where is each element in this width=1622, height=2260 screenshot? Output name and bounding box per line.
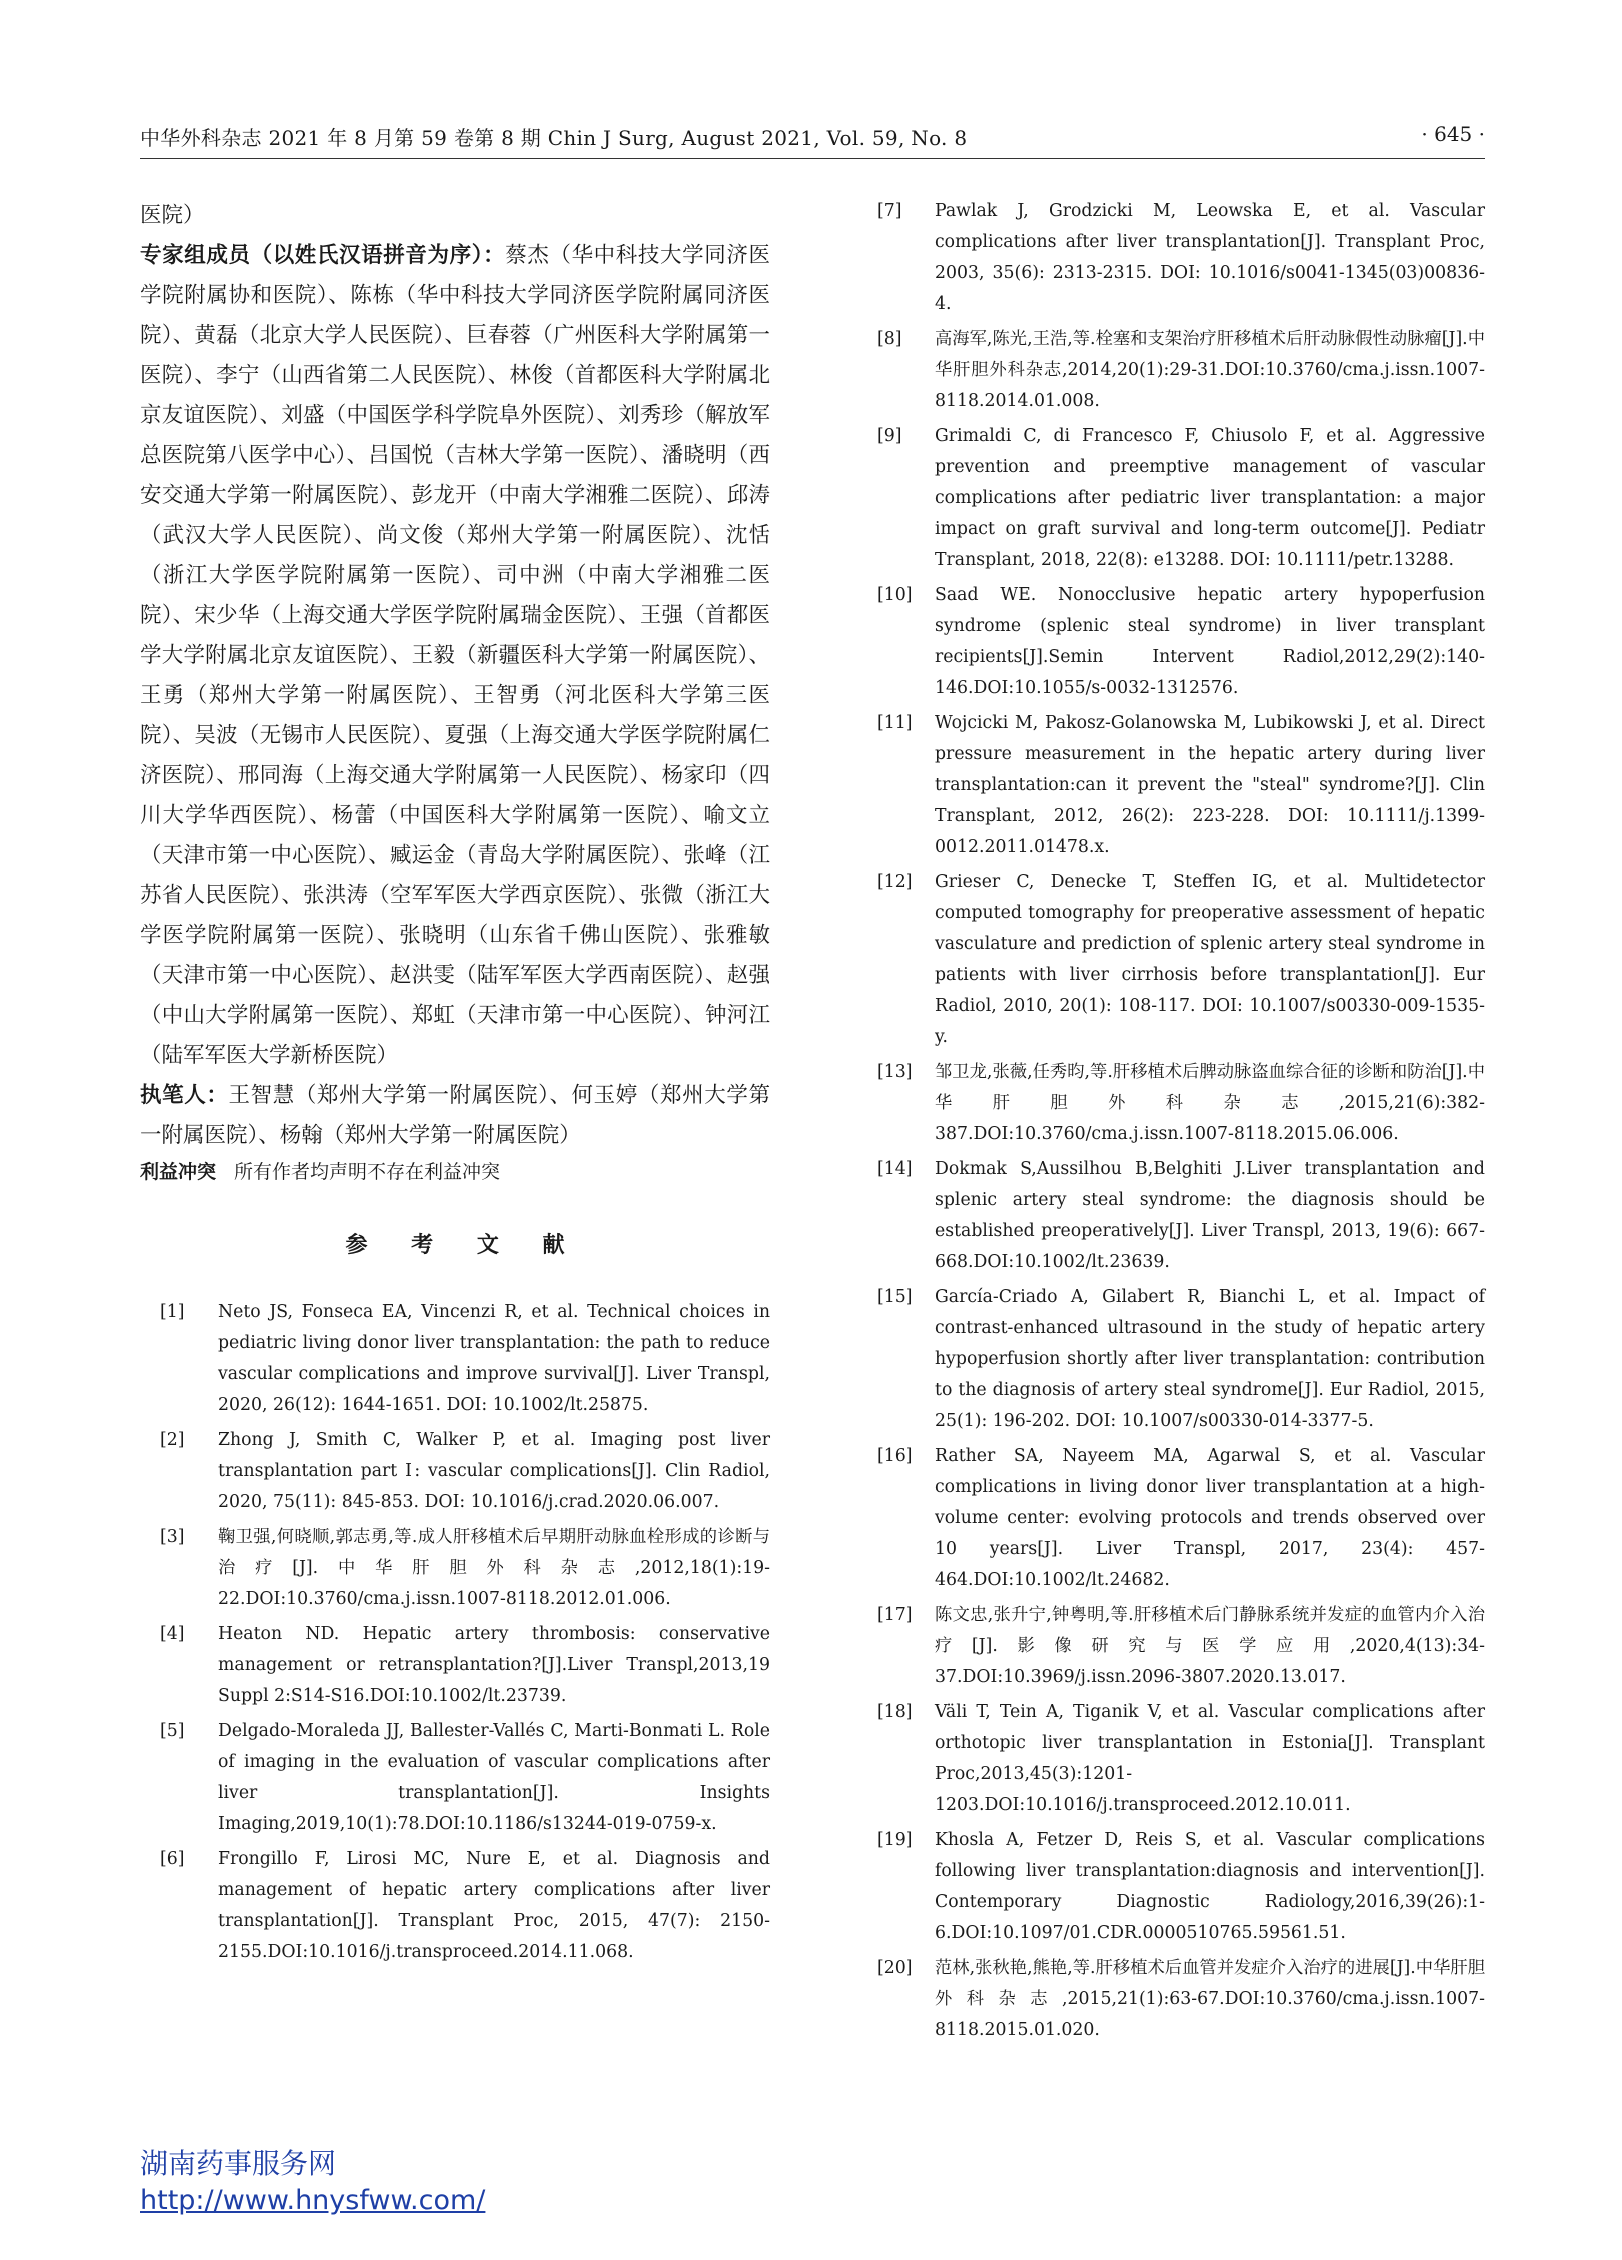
reference-text: Rather SA, Nayeem MA, Agarwal S, et al. Vascular complications in living donor liver transplantation at a high-volume center: evolving protocols and trends observed over 10 years[J]. Liver Transpl, 2017, 23(4): 457-464.DOI:10.1002/lt.24682. bbox=[935, 1446, 1485, 1590]
reference-number: [7] bbox=[877, 201, 902, 221]
reference-number: [16] bbox=[877, 1446, 913, 1466]
reference-number: [5] bbox=[160, 1721, 185, 1741]
conflict-of-interest bbox=[140, 1156, 770, 1188]
reference-item bbox=[140, 1716, 770, 1840]
reference-item bbox=[857, 421, 1485, 576]
reference-number: [4] bbox=[160, 1624, 185, 1644]
reference-number: [18] bbox=[877, 1702, 913, 1722]
reference-text: 鞠卫强,何晓顺,郭志勇,等.成人肝移植术后早期肝动脉血栓形成的诊断与治疗[J].中华肝胆外科杂志,2012,18(1):19-22.DOI:10.3760/cma.j.issn.1007-8118.2012.01.006. bbox=[218, 1527, 770, 1609]
reference-text: Frongillo F, Lirosi MC, Nure E, et al. Diagnosis and management of hepatic artery complications after liver transplantation[J]. Transplant Proc, 2015, 47(7): 2150-2155.DOI:10.1016/j.transproceed.2014.11.068. bbox=[218, 1849, 770, 1962]
reference-item bbox=[857, 580, 1485, 704]
page-number: · 645 · bbox=[1421, 122, 1485, 146]
reference-number: [9] bbox=[877, 426, 902, 446]
reference-text: 邹卫龙,张薇,任秀昀,等.肝移植术后脾动脉盗血综合征的诊断和防治[J].中华肝胆外科杂志,2015,21(6):382-387.DOI:10.3760/cma.j.issn.1007-8118.2015.06.006. bbox=[935, 1062, 1485, 1144]
reference-text: Saad WE. Nonocclusive hepatic artery hypoperfusion syndrome (splenic steal syndrome) in liver transplant recipients[J].Semin Intervent Radiol,2012,29(2):140-146.DOI:10.1055/s-0032-1312576. bbox=[935, 585, 1485, 698]
journal-citation: 中华外科杂志 2021 年 8 月第 59 卷第 8 期 Chin J Surg, August 2021, Vol. 59, No. 8 bbox=[140, 126, 968, 150]
reference-text: Zhong J, Smith C, Walker P, et al. Imaging post liver transplantation part Ⅰ: vascular complications[J]. Clin Radiol, 2020, 75(11): 845-853. DOI: 10.1016/j.crad.2020.06.007. bbox=[218, 1430, 770, 1512]
reference-text: Dokmak S,Aussilhou B,Belghiti J.Liver transplantation and splenic artery steal syndrome: the diagnosis should be established preoperatively[J]. Liver Transpl, 2013, 19(6): 667-668.DOI:10.1002/lt.23639. bbox=[935, 1159, 1485, 1272]
reference-item bbox=[140, 1619, 770, 1712]
reference-number: [11] bbox=[877, 713, 913, 733]
reference-item bbox=[857, 1825, 1485, 1949]
reference-number: [17] bbox=[877, 1605, 913, 1625]
reference-text: Wojcicki M, Pakosz-Golanowska M, Lubikowski J, et al. Direct pressure measurement in the hepatic artery during liver transplantation:can it prevent the "steal" syndrome?[J]. Clin Transplant, 2012, 26(2): 223-228. DOI: 10.1111/j.1399-0012.2011.01478.x. bbox=[935, 713, 1485, 857]
reference-text: Grieser C, Denecke T, Steffen IG, et al. Multidetector computed tomography for preoperative assessment of hepatic vasculature and prediction of splenic artery steal syndrome in patients with liver cirrhosis before transplantation[J]. Eur Radiol, 2010, 20(1): 108-117. DOI: 10.1007/s00330-009-1535-y. bbox=[935, 872, 1485, 1047]
reference-item bbox=[140, 1522, 770, 1615]
header-divider bbox=[140, 158, 1485, 159]
reference-text: Heaton ND. Hepatic artery thrombosis: conservative management or retransplantation?[J].Liver Transpl,2013,19 Suppl 2:S14-S16.DOI:10.1002/lt.23739. bbox=[218, 1624, 770, 1706]
expert-group-list: 蔡杰（华中科技大学同济医学院附属协和医院）、陈栋（华中科技大学同济医学院附属同济医院）、黄磊（北京大学人民医院）、巨春蓉（广州医科大学附属第一医院）、李宁（山西省第二人民医院）、林俊（首都医科大学附属北京友谊医院）、刘盛（中国医学科学院阜外医院）、刘秀珍（解放军总医院第八医学中心）、吕国悦（吉林大学第一医院）、潘晓明（西安交通大学第一附属医院）、彭龙开（中南大学湘雅二医院）、邱涛（武汉大学人民医院）、尚文俊（郑州大学第一附属医院）、沈恬（浙江大学医学院附属第一医院）、司中洲（中南大学湘雅二医院）、宋少华（上海交通大学医学院附属瑞金医院）、王强（首都医学大学附属北京友谊医院）、王毅（新疆医科大学第一附属医院）、王勇（郑州大学第一附属医院）、王智勇（河北医科大学第三医院）、吴波（无锡市人民医院）、夏强（上海交通大学医学院附属仁济医院）、邢同海（上海交通大学附属第一人民医院）、杨家印（四川大学华西医院）、杨蕾（中国医科大学附属第一医院）、喻文立（天津市第一中心医院）、臧运金（青岛大学附属医院）、张峰（江苏省人民医院）、张洪涛（空军军医大学西京医院）、张微（浙江大学医学院附属第一医院）、张晓明（山东省千佛山医院）、张雅敏（天津市第一中心医院）、赵洪雯（陆军军医大学西南医院）、赵强（中山大学附属第一医院）、郑虹（天津市第一中心医院）、钟河江（陆军军医大学新桥医院） bbox=[140, 243, 770, 1068]
reference-number: [2] bbox=[160, 1430, 185, 1450]
conflict-label: 利益冲突 bbox=[140, 1161, 217, 1183]
reference-text: 陈文忠,张升宁,钟粤明,等.肝移植术后门静脉系统并发症的血管内介入治疗[J].影像研究与医学应用,2020,4(13):34-37.DOI:10.3969/j.issn.2096-3807.2020.13.017. bbox=[935, 1605, 1485, 1687]
reference-text: Grimaldi C, di Francesco F, Chiusolo F, et al. Aggressive prevention and preemptive management of vascular complications after pediatric liver transplantation: a major impact on graft survival and long-term outcome[J]. Pediatr Transplant, 2018, 22(8): e13288. DOI: 10.1111/petr.13288. bbox=[935, 426, 1485, 570]
expert-group-label: 专家组成员（以姓氏汉语拼音为序）： bbox=[140, 243, 506, 268]
reference-number: [1] bbox=[160, 1302, 185, 1322]
reference-text: Delgado-Moraleda JJ, Ballester-Vallés C, Marti-Bonmati L. Role of imaging in the evaluation of vascular complications after liver transplantation[J]. Insights Imaging,2019,10(1):78.DOI:10.1186/s13244-019-0759-x. bbox=[218, 1721, 770, 1834]
left-column bbox=[140, 196, 770, 1972]
watermark-url[interactable]: http://www.hnysfww.com/ bbox=[140, 2185, 486, 2216]
reference-text: Khosla A, Fetzer D, Reis S, et al. Vascular complications following liver transplantation:diagnosis and intervention[J]. Contemporary Diagnostic Radiology,2016,39(26):1-6.DOI:10.1097/01.CDR.0000510765.59561.51. bbox=[935, 1830, 1485, 1943]
conflict-statement: 所有作者均声明不存在利益冲突 bbox=[234, 1161, 501, 1183]
reference-list-right bbox=[857, 196, 1485, 2046]
reference-item bbox=[857, 324, 1485, 417]
reference-item bbox=[857, 1282, 1485, 1437]
reference-item bbox=[857, 1057, 1485, 1150]
reference-text: Pawlak J, Grodzicki M, Leowska E, et al. Vascular complications after liver transplantation[J]. Transplant Proc, 2003, 35(6): 2313-2315. DOI: 10.1016/s0041-1345(03)00836-4. bbox=[935, 201, 1485, 314]
reference-item bbox=[857, 708, 1485, 863]
continuation-text: 医院） bbox=[140, 203, 205, 228]
expert-group-paragraph bbox=[140, 236, 770, 1076]
reference-item bbox=[857, 1600, 1485, 1693]
right-column bbox=[857, 196, 1485, 2050]
reference-item bbox=[857, 1697, 1485, 1821]
reference-number: [8] bbox=[877, 329, 902, 349]
reference-text: Väli T, Tein A, Tiganik V, et al. Vascular complications after orthotopic liver transplantation in Estonia[J]. Transplant Proc,2013,45(3):1201-1203.DOI:10.1016/j.transproceed.2012.10.011. bbox=[935, 1702, 1485, 1815]
reference-number: [6] bbox=[160, 1849, 185, 1869]
reference-text: Neto JS, Fonseca EA, Vincenzi R, et al. Technical choices in pediatric living donor liver transplantation: the path to reduce vascular complications and improve survival[J]. Liver Transpl, 2020, 26(12): 1644-1651. DOI: 10.1002/lt.25875. bbox=[218, 1302, 770, 1415]
reference-item bbox=[140, 1425, 770, 1518]
reference-number: [15] bbox=[877, 1287, 913, 1307]
reference-text: 高海军,陈光,王浩,等.栓塞和支架治疗肝移植术后肝动脉假性动脉瘤[J].中华肝胆外科杂志,2014,20(1):29-31.DOI:10.3760/cma.j.issn.1007-8118.2014.01.008. bbox=[935, 329, 1485, 411]
reference-text: García-Criado A, Gilabert R, Bianchi L, et al. Impact of contrast-enhanced ultrasound in the study of hepatic artery hypoperfusion shortly after liver transplantation: contribution to the diagnosis of artery steal syndrome[J]. Eur Radiol, 2015, 25(1): 196-202. DOI: 10.1007/s00330-014-3377-5. bbox=[935, 1287, 1485, 1431]
writers-label: 执笔人： bbox=[140, 1083, 229, 1108]
reference-item bbox=[140, 1297, 770, 1421]
reference-number: [20] bbox=[877, 1958, 913, 1978]
reference-list-left bbox=[140, 1297, 770, 1968]
references-heading: 参 考 文 献 bbox=[345, 1233, 583, 1258]
reference-item bbox=[140, 1844, 770, 1968]
reference-number: [12] bbox=[877, 872, 913, 892]
reference-item bbox=[857, 1154, 1485, 1278]
reference-number: [10] bbox=[877, 585, 913, 605]
reference-item bbox=[857, 867, 1485, 1053]
reference-number: [13] bbox=[877, 1062, 913, 1082]
reference-number: [19] bbox=[877, 1830, 913, 1850]
reference-text: 范林,张秋艳,熊艳,等.肝移植术后血管并发症介入治疗的进展[J].中华肝胆外科杂志,2015,21(1):63-67.DOI:10.3760/cma.j.issn.1007-8118.2015.01.020. bbox=[935, 1958, 1485, 2040]
watermark bbox=[140, 2145, 485, 2219]
watermark-site-name: 湖南药事服务网 bbox=[140, 2147, 337, 2180]
reference-number: [14] bbox=[877, 1159, 913, 1179]
reference-item bbox=[857, 1953, 1485, 2046]
running-header bbox=[140, 122, 1485, 158]
reference-item bbox=[857, 1441, 1485, 1596]
reference-number: [3] bbox=[160, 1527, 185, 1547]
writers-paragraph bbox=[140, 1076, 770, 1156]
writers-list: 王智慧（郑州大学第一附属医院）、何玉婷（郑州大学第一附属医院）、杨翰（郑州大学第一附属医院） bbox=[140, 1083, 770, 1148]
reference-item bbox=[857, 196, 1485, 320]
